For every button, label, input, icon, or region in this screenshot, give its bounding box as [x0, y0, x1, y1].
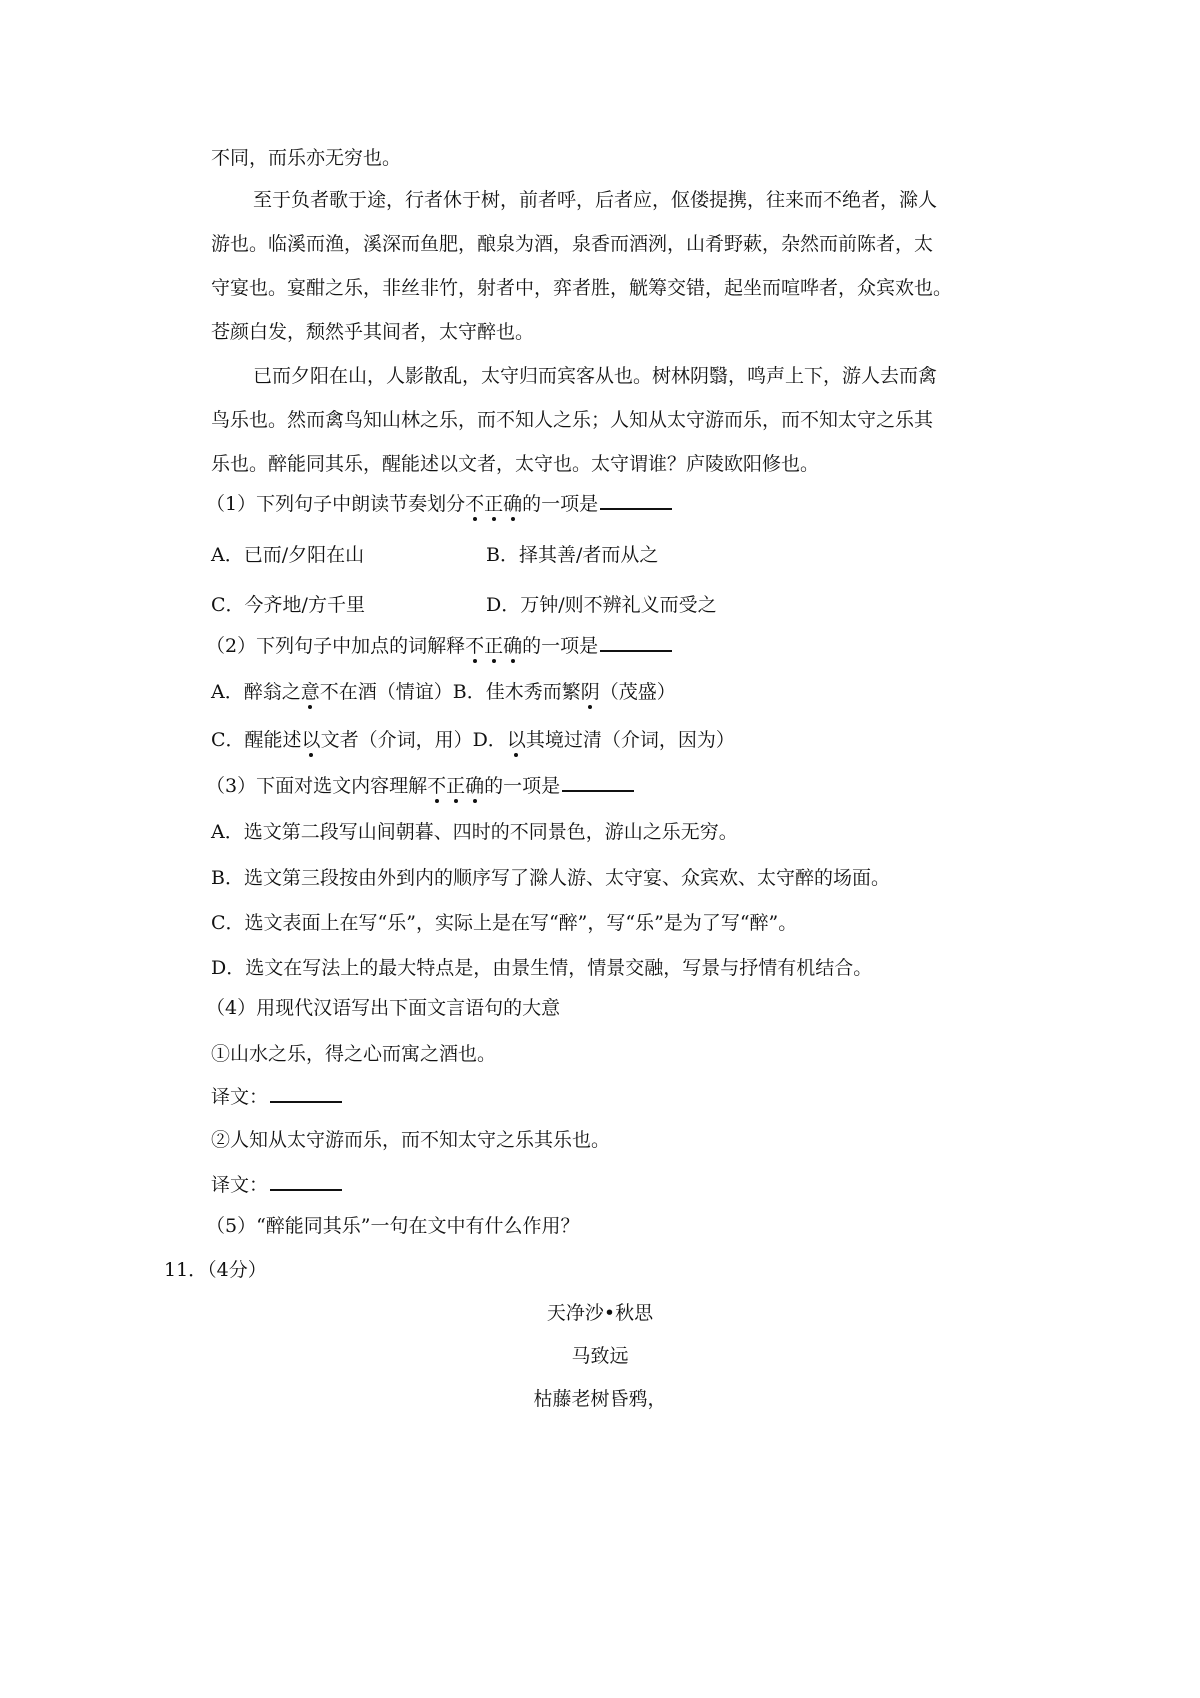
passage-line: 苍颜白发，颓然乎其间者，太守醉也。 — [211, 321, 535, 343]
question-1-options-row — [0, 592, 1200, 618]
poem-line: 枯藤老树昏鸦， — [533, 1388, 667, 1410]
answer-blank[interactable] — [270, 1171, 342, 1191]
passage-line: 已而夕阳在山，人影散乱，太守归而宾客从也。树林阴翳，鸣声上下，游人去而禽 — [253, 365, 938, 387]
passage-line: 游也。临溪而渔，溪深而鱼肥，酿泉为酒，泉香而酒洌，山肴野蔌，杂然而前陈者，太 — [211, 233, 934, 255]
option-d: D．以其境过清（介词，因为） — [472, 729, 735, 751]
emphasis-char: 确 — [465, 775, 485, 797]
translation-1: 译文： — [0, 1083, 1200, 1109]
dotted-word: 意 — [300, 681, 320, 703]
option-a: A．已而/夕阳在山 — [211, 544, 365, 566]
passage-line: 不同，而乐亦无穷也。 — [211, 147, 402, 169]
question-2-prompt: （2）下列句子中加点的词解释不正确的一项是 — [0, 632, 1200, 658]
option-a: A．选文第二段写山间朝暮、四时的不同景色，游山之乐无穷。 — [211, 821, 738, 843]
answer-blank[interactable] — [562, 772, 634, 792]
question-2-options-row — [0, 679, 1200, 705]
question-2-options-row — [0, 727, 1200, 753]
emphasis-char: 确 — [503, 635, 523, 657]
emphasis-char: 不 — [465, 635, 485, 657]
dotted-word: 以 — [301, 729, 321, 751]
option-d: D．万钟/则不辨礼义而受之 — [486, 594, 717, 616]
emphasis-char: 确 — [503, 493, 523, 515]
answer-blank[interactable] — [270, 1083, 342, 1103]
emphasis-char: 不 — [427, 775, 447, 797]
dotted-word: 以 — [506, 729, 526, 751]
passage-line: 乐也。醉能同其乐，醒能述以文者，太守也。太守谓谁？庐陵欧阳修也。 — [211, 453, 820, 475]
question-11-header: 11．（4分） — [164, 1259, 267, 1281]
passage-line: 鸟乐也。然而禽鸟知山林之乐，而不知人之乐；人知从太守游而乐，而不知太守之乐其 — [211, 409, 934, 431]
emphasis-char: 正 — [484, 635, 504, 657]
question-1-prompt: （1）下列句子中朗读节奏划分不正确的一项是 — [0, 490, 1200, 516]
option-d: D．选文在写法上的最大特点是，由景生情，情景交融，写景与抒情有机结合。 — [211, 957, 873, 979]
question-3-prompt: （3）下面对选文内容理解不正确的一项是 — [0, 772, 1200, 798]
passage-line: 守宴也。宴酣之乐，非丝非竹，射者中，弈者胜，觥筹交错，起坐而喧哗者，众宾欢也。 — [211, 277, 953, 299]
passage-line: 至于负者歌于途，行者休于树，前者呼，后者应，伛偻提携，往来而不绝者，滁人 — [253, 189, 938, 211]
sentence-2: ②人知从太守游而乐，而不知太守之乐其乐也。 — [211, 1129, 611, 1151]
option-b: B．择其善/者而从之 — [486, 544, 659, 566]
sentence-1: ①山水之乐，得之心而寓之酒也。 — [211, 1043, 497, 1065]
option-a: A．醉翁之意不在酒（情谊） — [211, 681, 453, 703]
option-b: B．选文第三段按由外到内的顺序写了滁人游、太守宴、众宾欢、太守醉的场面。 — [211, 867, 890, 889]
emphasis-char: 正 — [446, 775, 466, 797]
question-5-prompt: （5）“醉能同其乐”一句在文中有什么作用？ — [206, 1215, 580, 1237]
question-4-prompt: （4）用现代汉语写出下面文言语句的大意 — [206, 997, 561, 1019]
option-c: C．今齐地/方千里 — [211, 594, 365, 616]
option-c: C．醒能述以文者（介词，用） — [211, 729, 473, 751]
answer-blank[interactable] — [600, 490, 672, 510]
translation-2: 译文： — [0, 1171, 1200, 1197]
answer-blank[interactable] — [600, 632, 672, 652]
question-1-options-row — [0, 542, 1200, 568]
poem-title: 天净沙•秋思 — [546, 1302, 654, 1324]
poem-author: 马致远 — [571, 1345, 629, 1367]
emphasis-char: 不 — [465, 493, 485, 515]
option-b: B．佳木秀而繁阴（茂盛） — [452, 681, 676, 703]
emphasis-char: 正 — [484, 493, 504, 515]
dotted-word: 阴 — [580, 681, 600, 703]
option-c: C．选文表面上在写“乐”，实际上是在写“醉”，写“乐”是为了写“醉”。 — [211, 912, 798, 934]
